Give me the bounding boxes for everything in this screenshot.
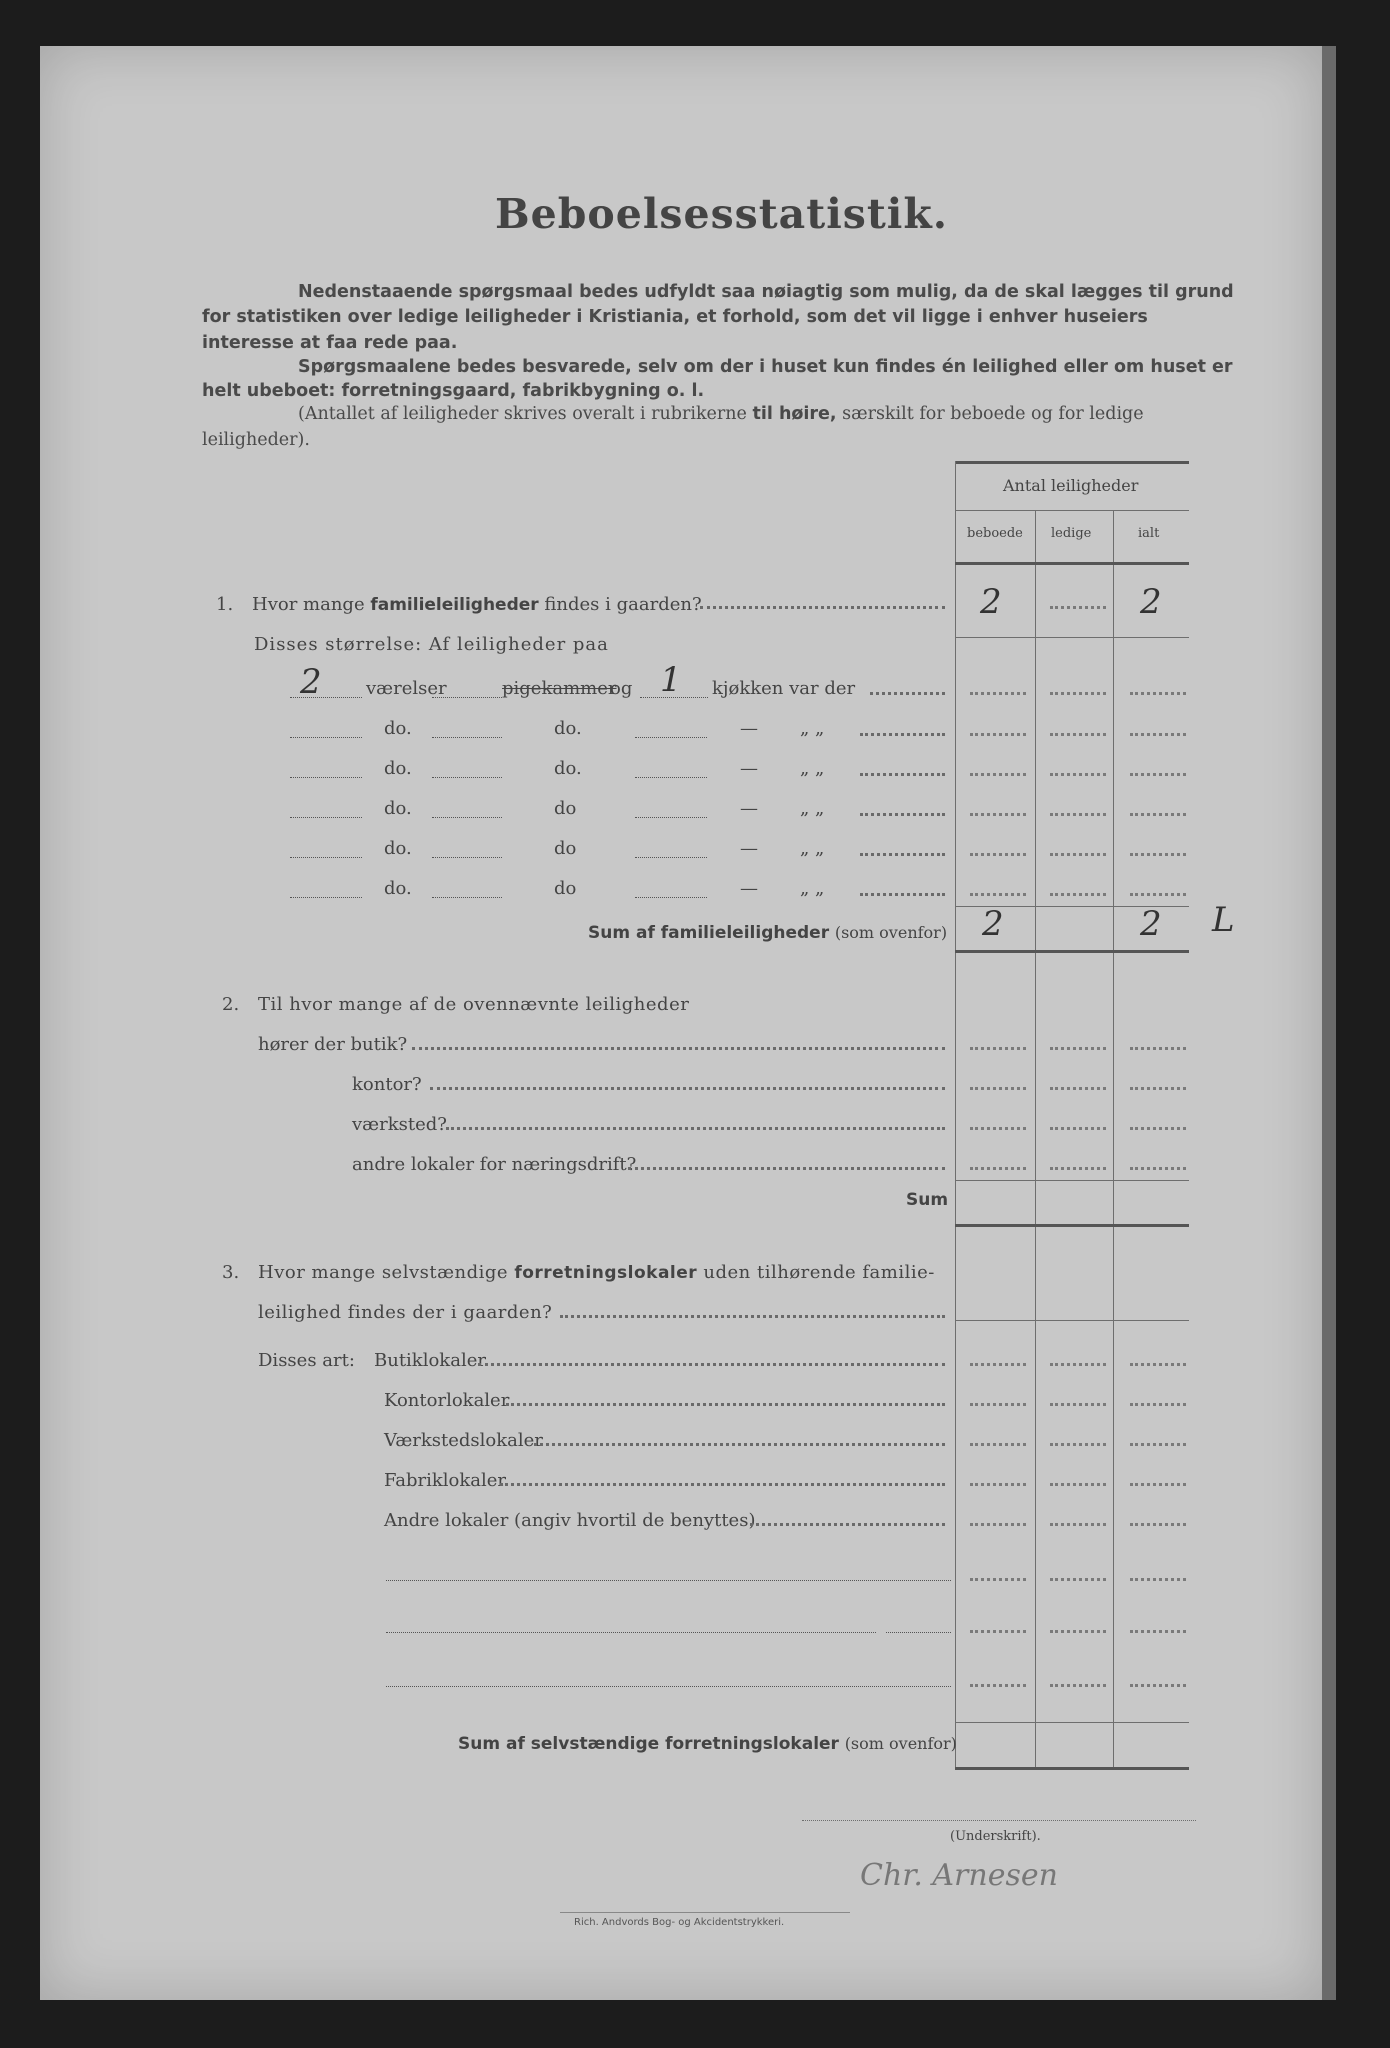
size-row1-vaerelser: værelser [366,678,447,699]
q3-r2-cell2 [1050,1403,1106,1406]
table-left-border [955,461,956,1769]
q2-vaerksted-cell2 [1050,1127,1106,1130]
q1-sum-post: (som ovenfor) [834,923,948,942]
col-header-ialt: ialt [1138,526,1160,541]
size-row5-dash: — [740,838,758,859]
q3-r6-cell1 [970,1578,1026,1581]
table-header-group: Antal leiligheder [1003,476,1139,495]
q1-sum-label [588,922,947,943]
size-row5-leader [860,853,945,856]
size-row3-blank-b [432,777,502,778]
q3-r4-cell1 [970,1483,1026,1486]
size-row2-dash: — [740,718,758,739]
size-row1-og: og [610,678,633,699]
intro-line-1: Nedenstaaende spørgsmaal bedes udfyldt saa nøiagtig som mulig, da de skal lægges til grund [298,282,1234,302]
size-row5-blank-c [635,857,707,858]
size-row1-rooms-blank [290,697,362,698]
q1-ialt-value: 2 [1140,582,1162,622]
q3-r1-cell1 [970,1363,1026,1366]
size-row1-pigekammer: pigekammer [502,678,617,699]
size-row6-dash: — [740,878,758,899]
intro-line-3: interesse at faa rede paa. [202,333,458,353]
q2-sum-label: Sum [906,1190,949,1210]
q3-write-line-2 [386,1632,876,1633]
sum2-bottom-rule [955,1224,1189,1227]
size-row5-cell2 [1050,853,1106,856]
printer-credit: Rich. Andvords Bog- og Akcidentstrykkeri. [574,1917,785,1928]
size-row1-kitchen-blank [640,697,708,698]
q2-andre: andre lokaler for næringsdrift? [352,1154,637,1175]
q2-andre-cell2 [1050,1167,1106,1170]
intro-line-5: helt ubeboet: forretningsgaard, fabrikbygning o. l. [202,381,705,401]
q2-number: 2. [222,994,240,1015]
q3-r7-cell1 [970,1630,1026,1633]
size-row5-do-b: do [554,838,577,859]
q1-sum-bold: Sum af familieleiligheder [588,923,830,943]
signature-line [802,1820,1196,1821]
q1-row-rule [955,637,1189,638]
sum3-bottom-rule [955,1767,1189,1770]
q3-fabrik: Fabriklokaler [384,1470,507,1491]
intro-line-6 [298,404,1144,424]
size-row4-cell3 [1130,813,1186,816]
signature-name: Chr. Arnesen [860,1858,1058,1893]
q3-post: uden tilhørende familie- [703,1262,935,1283]
intro-line-6c: særskilt for beboede og for ledige [842,404,1144,424]
intro-line-6a: (Antallet af leiligheder skrives overalt i rubrikerne [298,404,747,424]
size-row4-do-b: do [554,798,577,819]
q3-line2: leilighed findes der i gaarden? [258,1302,553,1323]
q3-kontor-leader [506,1403,945,1406]
q3-kontor: Kontorlokaler [384,1390,510,1411]
q3-number: 3. [222,1262,240,1283]
q3-r5-cell3 [1130,1523,1186,1526]
q3-r3-cell3 [1130,1443,1186,1446]
printer-rule [560,1912,850,1913]
q3-question [258,1262,935,1283]
q3-butik: Butiklokaler [374,1350,486,1371]
size-row2-do-b: do. [554,718,582,739]
size-row3-cell1 [970,773,1026,776]
page-title: Beboelsesstatistik. [495,190,949,238]
size-row2-cell2 [1050,733,1106,736]
size-row3-quote: „ „ [800,758,825,779]
size-row1-kitchen: 1 [660,660,682,700]
q2-kontor-cell1 [970,1087,1026,1090]
size-row6-do: do. [384,878,412,899]
q1-leader [700,606,945,609]
q1-beboede-value: 2 [980,582,1002,622]
size-row5-blank-a [290,857,362,858]
q2-vaerksted-leader [446,1127,945,1130]
size-row5-blank-b [432,857,502,858]
q3-r6-cell3 [1130,1578,1186,1581]
sum3-top-rule [955,1722,1189,1723]
size-row4-leader [860,813,945,816]
size-row5-quote: „ „ [800,838,825,859]
size-row4-blank-a [290,817,362,818]
q3-r2-cell1 [970,1403,1026,1406]
q1-number: 1. [216,594,234,615]
q3-butik-leader [478,1363,945,1366]
size-row2-quote: „ „ [800,718,825,739]
q2-butik-cell3 [1130,1047,1186,1050]
q2-kontor-leader [430,1087,945,1090]
size-row3-cell2 [1050,773,1106,776]
q2-butik-cell1 [970,1047,1026,1050]
q3-r5-cell2 [1050,1523,1106,1526]
intro-line-2: for statistiken over ledige leiligheder i Kristiania, et forhold, som det vil ligge i enhver huseiers [202,307,1148,327]
q3-r4-cell3 [1130,1483,1186,1486]
q3-fabrik-leader [500,1483,945,1486]
size-row5-cell1 [970,853,1026,856]
header-divider [955,510,1189,511]
q3-sum-bold: Sum af selvstændige forretningslokaler [458,1734,839,1754]
size-row3-dash: — [740,758,758,779]
size-row3-leader [860,773,945,776]
q3-r7-cell3 [1130,1630,1186,1633]
size-row1-kjokken: kjøkken var der [712,678,856,699]
signature-label: (Underskrift). [950,1829,1041,1844]
q2-vaerksted-cell1 [970,1127,1026,1130]
size-row6-cell1 [970,893,1026,896]
col-divider-1 [1035,510,1036,1769]
size-row1-rooms: 2 [300,662,322,702]
q1-bold: familieleiligheder [370,595,539,615]
q2-line1: Til hvor mange af de ovennævnte leiligheder [258,994,690,1015]
size-row2-blank-a [290,737,362,738]
q2-andre-cell3 [1130,1167,1186,1170]
q2-kontor-cell2 [1050,1087,1106,1090]
intro-line-6b: til høire, [752,404,837,424]
q3-r3-cell1 [970,1443,1026,1446]
q3-r5-cell1 [970,1523,1026,1526]
size-row2-blank-b [432,737,502,738]
q3-r3-cell2 [1050,1443,1106,1446]
size-row6-cell3 [1130,893,1186,896]
size-row2-leader [860,733,945,736]
size-row6-do-b: do [554,878,577,899]
size-row4-blank-c [635,817,707,818]
q3-vaerksted-leader [534,1443,945,1446]
size-row3-do: do. [384,758,412,779]
q3-r6-cell2 [1050,1578,1106,1581]
q3-r4-cell2 [1050,1483,1106,1486]
size-row6-blank-a [290,897,362,898]
q3-art-label: Disses art: [258,1350,355,1371]
col-divider-2 [1113,510,1114,1769]
q3-vaerksted: Værkstedslokaler [384,1430,543,1451]
q3-r8-cell2 [1050,1684,1106,1687]
q3-write-line-3 [386,1686,951,1687]
size-row6-leader [860,893,945,896]
size-row1-leader [870,692,945,695]
size-row1-cell1 [970,692,1026,695]
size-row1-gap-blank [432,697,502,698]
q3-sum-label [458,1733,957,1754]
size-row2-cell3 [1130,733,1186,736]
q1-sum-beboede: 2 [982,904,1004,944]
header-bottom-rule [955,562,1189,565]
size-row3-blank-a [290,777,362,778]
q3-sum-post: (som ovenfor) [844,1734,957,1753]
size-row3-cell3 [1130,773,1186,776]
q2-butik-cell2 [1050,1047,1106,1050]
col-header-beboede: beboede [967,526,1023,541]
q3-write-line-1 [386,1580,951,1581]
q2-vaerksted: værksted? [352,1114,447,1135]
q2-kontor: kontor? [352,1074,422,1095]
q3-r1-cell3 [1130,1363,1186,1366]
q3-r7-cell2 [1050,1630,1106,1633]
q3-r2-cell3 [1130,1403,1186,1406]
q1-post: findes i gaarden? [544,594,702,615]
q3-line2-leader [560,1315,945,1318]
q3-row-rule [955,1320,1189,1321]
q1-pre: Hvor mange [252,594,365,615]
size-row4-do: do. [384,798,412,819]
page-edge [1322,46,1336,2000]
q1-margin-mark: L [1212,900,1235,940]
q2-kontor-cell3 [1130,1087,1186,1090]
q3-pre: Hvor mange selvstændige [258,1262,509,1283]
q3-r8-cell1 [970,1684,1026,1687]
size-row2-blank-c [635,737,707,738]
q1-question [252,594,702,615]
size-row1-cell2 [1050,692,1106,695]
intro-line-4: Spørgsmaalene bedes besvarede, selv om der i huset kun findes én leilighed eller om huset er [298,357,1233,377]
table-top-rule [955,461,1189,464]
size-row6-cell2 [1050,893,1106,896]
col-header-ledige: ledige [1051,526,1092,541]
q1-sum-ialt: 2 [1140,904,1162,944]
size-row4-cell1 [970,813,1026,816]
q2-butik-leader [412,1047,945,1050]
size-row2-cell1 [970,733,1026,736]
size-row4-blank-b [432,817,502,818]
size-row4-cell2 [1050,813,1106,816]
size-row6-blank-b [432,897,502,898]
intro-line-7: leiligheder). [202,430,310,450]
q2-butik: hører der butik? [258,1034,408,1055]
q3-r1-cell2 [1050,1363,1106,1366]
size-row1-cell3 [1130,692,1186,695]
size-row4-quote: „ „ [800,798,825,819]
sum1-bottom-rule [955,950,1189,953]
size-row6-quote: „ „ [800,878,825,899]
q3-write-line-2b [886,1632,951,1633]
q1-ledige-empty [1050,606,1106,609]
size-row5-do: do. [384,838,412,859]
size-row3-blank-c [635,777,707,778]
q3-r8-cell3 [1130,1684,1186,1687]
q1-sizes-label: Disses størrelse: Af leiligheder paa [254,634,609,655]
size-row2-do: do. [384,718,412,739]
q2-andre-cell1 [970,1167,1026,1170]
q3-bold: forretningslokaler [514,1263,698,1283]
size-row4-dash: — [740,798,758,819]
size-row3-do-b: do. [554,758,582,779]
size-row5-cell3 [1130,853,1186,856]
q2-andre-leader [628,1167,945,1170]
size-row6-blank-c [635,897,707,898]
sum2-top-rule [955,1180,1189,1181]
q2-vaerksted-cell3 [1130,1127,1186,1130]
q3-andre-leader [750,1523,945,1526]
q3-andre: Andre lokaler (angiv hvortil de benyttes) [384,1510,756,1531]
